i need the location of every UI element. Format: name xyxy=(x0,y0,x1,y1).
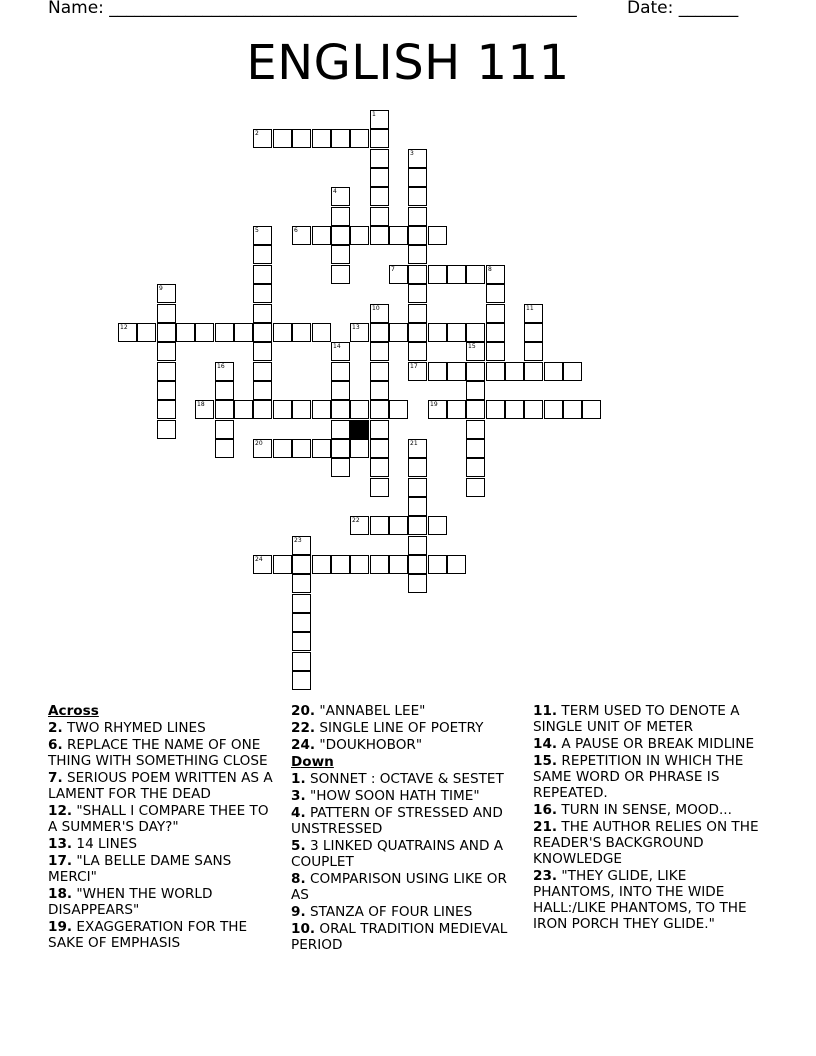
grid-cell[interactable] xyxy=(157,342,176,361)
grid-cell[interactable] xyxy=(215,439,234,458)
grid-cell[interactable] xyxy=(370,168,389,187)
grid-cell[interactable] xyxy=(331,187,350,206)
grid-cell[interactable] xyxy=(408,574,427,593)
clue-text: 3 LINKED QUATRAINS AND A COUPLET xyxy=(291,838,504,870)
clue-text: "DOUKHOBOR" xyxy=(315,737,423,753)
across-heading: Across xyxy=(48,703,99,719)
grid-cell[interactable] xyxy=(408,323,427,342)
across-clue xyxy=(48,919,276,951)
grid-cell[interactable] xyxy=(331,265,350,284)
grid-cell[interactable] xyxy=(447,265,466,284)
across-clue xyxy=(48,853,276,885)
grid-cell[interactable] xyxy=(292,632,311,651)
grid-cell[interactable] xyxy=(253,129,272,148)
cell-number: 15 xyxy=(468,343,476,350)
down-clue xyxy=(291,904,521,920)
grid-cell[interactable] xyxy=(312,226,331,245)
grid-cell[interactable] xyxy=(370,516,389,535)
grid-cell[interactable] xyxy=(331,439,350,458)
grid-cell[interactable] xyxy=(312,323,331,342)
cell-number: 5 xyxy=(255,227,259,234)
clue-text: 14 LINES xyxy=(72,836,138,852)
clue-number: 14. xyxy=(533,736,558,752)
clue-number: 16. xyxy=(533,802,558,818)
grid-cell[interactable] xyxy=(292,129,311,148)
grid-cell[interactable] xyxy=(157,381,176,400)
grid-cell[interactable] xyxy=(273,323,292,342)
down-clue xyxy=(533,753,765,801)
clue-text: EXAGGERATION FOR THE SAKE OF EMPHASIS xyxy=(48,919,248,951)
grid-cell[interactable] xyxy=(157,400,176,419)
grid-cell[interactable] xyxy=(486,284,505,303)
clue-text: "SHALL I COMPARE THEE TO A SUMMER'S DAY?" xyxy=(48,803,269,835)
name-field: Name: _______________________________________________________ xyxy=(48,0,577,18)
across-clue xyxy=(48,886,276,918)
grid-cell[interactable] xyxy=(428,516,447,535)
grid-cell[interactable] xyxy=(157,284,176,303)
grid-cell[interactable] xyxy=(466,342,485,361)
clues-column-1 xyxy=(48,702,276,951)
grid-cell[interactable] xyxy=(428,226,447,245)
clue-number: 13. xyxy=(48,836,73,852)
across-clue xyxy=(48,720,276,736)
grid-cell[interactable] xyxy=(466,400,485,419)
clue-number: 23. xyxy=(533,868,558,884)
grid-cell[interactable] xyxy=(118,323,137,342)
grid-cell[interactable] xyxy=(253,226,272,245)
grid-cell[interactable] xyxy=(370,207,389,226)
grid-cell[interactable] xyxy=(292,226,311,245)
clue-number: 3. xyxy=(291,788,306,804)
grid-cell[interactable] xyxy=(524,362,543,381)
grid-cell[interactable] xyxy=(408,342,427,361)
grid-cell[interactable] xyxy=(253,342,272,361)
clue-text: THE AUTHOR RELIES ON THE READER'S BACKGROUND KNOWLEDGE xyxy=(533,819,759,867)
grid-cell[interactable] xyxy=(428,265,447,284)
grid-cell[interactable] xyxy=(408,207,427,226)
grid-cell[interactable] xyxy=(408,284,427,303)
cell-number: 1 xyxy=(372,111,376,118)
grid-cell[interactable] xyxy=(370,304,389,323)
clue-text: "WHEN THE WORLD DISAPPEARS" xyxy=(48,886,213,918)
grid-cell[interactable] xyxy=(253,323,272,342)
grid-cell[interactable] xyxy=(292,671,311,690)
grid-cell[interactable] xyxy=(312,555,331,574)
cell-number: 11 xyxy=(526,305,534,312)
grid-cell[interactable] xyxy=(370,400,389,419)
grid-cell[interactable] xyxy=(253,400,272,419)
grid-cell[interactable] xyxy=(350,400,369,419)
clue-number: 21. xyxy=(533,819,558,835)
grid-cell[interactable] xyxy=(331,400,350,419)
grid-cell[interactable] xyxy=(466,265,485,284)
grid-cell[interactable] xyxy=(486,400,505,419)
grid-cell[interactable] xyxy=(428,400,447,419)
grid-cell[interactable] xyxy=(370,110,389,129)
grid-cell[interactable] xyxy=(312,400,331,419)
grid-cell[interactable] xyxy=(544,362,563,381)
grid-cell[interactable] xyxy=(195,400,214,419)
across-clue xyxy=(291,737,521,753)
grid-cell[interactable] xyxy=(563,400,582,419)
grid-cell[interactable] xyxy=(447,555,466,574)
grid-cell[interactable] xyxy=(215,400,234,419)
cell-number: 20 xyxy=(255,440,263,447)
date-field: Date: _______ xyxy=(627,0,739,18)
grid-cell[interactable] xyxy=(408,555,427,574)
grid-cell[interactable] xyxy=(253,439,272,458)
cell-number: 8 xyxy=(488,266,492,273)
grid-cell[interactable] xyxy=(486,304,505,323)
grid-cell[interactable] xyxy=(466,478,485,497)
grid-cell[interactable] xyxy=(408,149,427,168)
grid-cell[interactable] xyxy=(408,362,427,381)
grid-cell[interactable] xyxy=(234,323,253,342)
cell-number: 18 xyxy=(197,401,205,408)
grid-cell[interactable] xyxy=(408,187,427,206)
grid-cell[interactable] xyxy=(370,362,389,381)
clue-text: ORAL TRADITION MEDIEVAL PERIOD xyxy=(291,921,508,953)
clues-column-3 xyxy=(533,702,765,932)
grid-cell[interactable] xyxy=(176,323,195,342)
grid-cell[interactable] xyxy=(524,323,543,342)
clue-number: 19. xyxy=(48,919,73,935)
grid-cell[interactable] xyxy=(389,555,408,574)
across-clue xyxy=(291,720,521,736)
clue-text: "LA BELLE DAME SANS MERCI" xyxy=(48,853,232,885)
grid-cell[interactable] xyxy=(312,439,331,458)
grid-cell[interactable] xyxy=(408,245,427,264)
grid-cell[interactable] xyxy=(331,226,350,245)
grid-cell[interactable] xyxy=(563,362,582,381)
cell-number: 7 xyxy=(391,266,395,273)
clue-number: 12. xyxy=(48,803,73,819)
grid-cell[interactable] xyxy=(215,381,234,400)
grid-cell[interactable] xyxy=(466,420,485,439)
clue-text: COMPARISON USING LIKE OR AS xyxy=(291,871,507,903)
grid-cell[interactable] xyxy=(466,381,485,400)
clue-text: "ANNABEL LEE" xyxy=(315,703,426,719)
grid-cell[interactable] xyxy=(389,226,408,245)
grid-cell[interactable] xyxy=(215,420,234,439)
grid-cell[interactable] xyxy=(370,323,389,342)
grid-cell[interactable] xyxy=(253,362,272,381)
clues-column-2 xyxy=(291,702,521,953)
grid-cell[interactable] xyxy=(253,555,272,574)
black-square xyxy=(350,420,369,439)
clue-number: 7. xyxy=(48,770,63,786)
grid-cell[interactable] xyxy=(292,613,311,632)
down-clue xyxy=(533,703,765,735)
clue-text: TWO RHYMED LINES xyxy=(62,720,206,736)
grid-cell[interactable] xyxy=(137,323,156,342)
grid-cell[interactable] xyxy=(253,284,272,303)
cell-number: 6 xyxy=(294,227,298,234)
clue-text: SERIOUS POEM WRITTEN AS A LAMENT FOR THE DEAD xyxy=(48,770,273,802)
down-clue xyxy=(291,771,521,787)
grid-cell[interactable] xyxy=(466,323,485,342)
grid-cell[interactable] xyxy=(292,323,311,342)
down-clue xyxy=(291,921,521,953)
grid-cell[interactable] xyxy=(331,555,350,574)
grid-cell[interactable] xyxy=(157,323,176,342)
clue-number: 18. xyxy=(48,886,73,902)
cell-number: 24 xyxy=(255,556,263,563)
grid-cell[interactable] xyxy=(408,458,427,477)
grid-cell[interactable] xyxy=(157,304,176,323)
clue-text: REPETITION IN WHICH THE SAME WORD OR PHRASE IS REPEATED. xyxy=(533,753,744,801)
clue-number: 1. xyxy=(291,771,306,787)
grid-cell[interactable] xyxy=(157,420,176,439)
grid-cell[interactable] xyxy=(215,323,234,342)
clue-text: PATTERN OF STRESSED AND UNSTRESSED xyxy=(291,805,503,837)
grid-cell[interactable] xyxy=(466,362,485,381)
grid-cell[interactable] xyxy=(582,400,601,419)
grid-cell[interactable] xyxy=(370,458,389,477)
across-clue xyxy=(48,803,276,835)
grid-cell[interactable] xyxy=(312,129,331,148)
grid-cell[interactable] xyxy=(370,226,389,245)
grid-cell[interactable] xyxy=(292,400,311,419)
grid-cell[interactable] xyxy=(408,516,427,535)
clue-number: 2. xyxy=(48,720,63,736)
grid-cell[interactable] xyxy=(331,342,350,361)
page-title: ENGLISH 111 xyxy=(246,35,570,91)
grid-cell[interactable] xyxy=(350,323,369,342)
grid-cell[interactable] xyxy=(428,362,447,381)
cell-number: 12 xyxy=(120,324,128,331)
down-clue xyxy=(291,805,521,837)
grid-cell[interactable] xyxy=(505,400,524,419)
grid-cell[interactable] xyxy=(350,555,369,574)
down-clue xyxy=(291,788,521,804)
grid-cell[interactable] xyxy=(331,381,350,400)
grid-cell[interactable] xyxy=(408,536,427,555)
clue-number: 24. xyxy=(291,737,316,753)
grid-cell[interactable] xyxy=(447,362,466,381)
grid-cell[interactable] xyxy=(408,265,427,284)
cell-number: 10 xyxy=(372,305,380,312)
down-heading: Down xyxy=(291,754,334,770)
cell-number: 21 xyxy=(410,440,418,447)
grid-cell[interactable] xyxy=(292,574,311,593)
clue-number: 15. xyxy=(533,753,558,769)
across-clue xyxy=(48,836,276,852)
clue-number: 8. xyxy=(291,871,306,887)
grid-cell[interactable] xyxy=(486,323,505,342)
cell-number: 9 xyxy=(159,285,163,292)
grid-cell[interactable] xyxy=(370,187,389,206)
across-clue xyxy=(48,770,276,802)
grid-cell[interactable] xyxy=(331,245,350,264)
grid-cell[interactable] xyxy=(331,207,350,226)
grid-cell[interactable] xyxy=(350,439,369,458)
grid-cell[interactable] xyxy=(350,129,369,148)
grid-cell[interactable] xyxy=(195,323,214,342)
across-clue xyxy=(48,737,276,769)
grid-cell[interactable] xyxy=(447,323,466,342)
grid-cell[interactable] xyxy=(505,362,524,381)
clue-text: A PAUSE OR BREAK MIDLINE xyxy=(557,736,755,752)
grid-cell[interactable] xyxy=(253,381,272,400)
down-clue xyxy=(291,871,521,903)
grid-cell[interactable] xyxy=(370,439,389,458)
clue-text: "HOW SOON HATH TIME" xyxy=(305,788,480,804)
grid-cell[interactable] xyxy=(292,536,311,555)
cell-number: 3 xyxy=(410,150,414,157)
grid-cell[interactable] xyxy=(524,400,543,419)
grid-cell[interactable] xyxy=(370,555,389,574)
cell-number: 17 xyxy=(410,363,418,370)
grid-cell[interactable] xyxy=(408,497,427,516)
clue-number: 9. xyxy=(291,904,306,920)
cell-number: 19 xyxy=(430,401,438,408)
grid-cell[interactable] xyxy=(466,458,485,477)
grid-cell[interactable] xyxy=(273,129,292,148)
grid-cell[interactable] xyxy=(428,555,447,574)
down-clue xyxy=(533,868,765,932)
cell-number: 2 xyxy=(255,130,259,137)
grid-cell[interactable] xyxy=(253,265,272,284)
grid-cell[interactable] xyxy=(273,439,292,458)
grid-cell[interactable] xyxy=(331,362,350,381)
clue-text: STANZA OF FOUR LINES xyxy=(305,904,473,920)
grid-cell[interactable] xyxy=(253,245,272,264)
grid-cell[interactable] xyxy=(215,362,234,381)
grid-cell[interactable] xyxy=(408,226,427,245)
grid-cell[interactable] xyxy=(389,323,408,342)
grid-cell[interactable] xyxy=(408,478,427,497)
grid-cell[interactable] xyxy=(331,420,350,439)
grid-cell[interactable] xyxy=(370,129,389,148)
grid-cell[interactable] xyxy=(370,342,389,361)
grid-cell[interactable] xyxy=(273,400,292,419)
grid-cell[interactable] xyxy=(292,439,311,458)
down-clue xyxy=(533,802,765,818)
cell-number: 14 xyxy=(333,343,341,350)
grid-cell[interactable] xyxy=(486,342,505,361)
grid-cell[interactable] xyxy=(408,439,427,458)
clue-text: SONNET : OCTAVE & SESTET xyxy=(305,771,504,787)
grid-cell[interactable] xyxy=(486,265,505,284)
grid-cell[interactable] xyxy=(331,458,350,477)
grid-cell[interactable] xyxy=(370,381,389,400)
clue-number: 20. xyxy=(291,703,316,719)
down-clue xyxy=(533,736,765,752)
down-clue xyxy=(291,838,521,870)
clue-number: 4. xyxy=(291,805,306,821)
grid-cell[interactable] xyxy=(408,168,427,187)
grid-cell[interactable] xyxy=(524,304,543,323)
grid-cell[interactable] xyxy=(466,439,485,458)
clue-number: 6. xyxy=(48,737,63,753)
grid-cell[interactable] xyxy=(524,342,543,361)
clue-number: 17. xyxy=(48,853,73,869)
grid-cell[interactable] xyxy=(389,400,408,419)
down-clue xyxy=(533,819,765,867)
grid-cell[interactable] xyxy=(292,652,311,671)
grid-cell[interactable] xyxy=(234,400,253,419)
grid-cell[interactable] xyxy=(370,149,389,168)
grid-cell[interactable] xyxy=(389,265,408,284)
clue-text: TURN IN SENSE, MOOD... xyxy=(557,802,732,818)
clue-number: 22. xyxy=(291,720,316,736)
grid-cell[interactable] xyxy=(350,226,369,245)
grid-cell[interactable] xyxy=(350,516,369,535)
grid-cell[interactable] xyxy=(292,594,311,613)
grid-cell[interactable] xyxy=(253,304,272,323)
grid-cell[interactable] xyxy=(447,400,466,419)
clue-text: TERM USED TO DENOTE A SINGLE UNIT OF METER xyxy=(533,703,740,735)
clue-number: 5. xyxy=(291,838,306,854)
cell-number: 23 xyxy=(294,537,302,544)
clue-number: 11. xyxy=(533,703,558,719)
cell-number: 4 xyxy=(333,188,337,195)
grid-cell[interactable] xyxy=(389,516,408,535)
clue-text: "THEY GLIDE, LIKE PHANTOMS, INTO THE WIDE HALL:/LIKE PHANTOMS, TO THE IRON PORCH THEY GLIDE." xyxy=(533,868,747,932)
clue-text: SINGLE LINE OF POETRY xyxy=(315,720,484,736)
across-clue xyxy=(291,703,521,719)
clue-number: 10. xyxy=(291,921,316,937)
cell-number: 22 xyxy=(352,517,360,524)
grid-cell[interactable] xyxy=(331,129,350,148)
grid-cell[interactable] xyxy=(408,304,427,323)
cell-number: 13 xyxy=(352,324,360,331)
grid-cell[interactable] xyxy=(157,362,176,381)
grid-cell[interactable] xyxy=(428,323,447,342)
cell-number: 16 xyxy=(217,363,225,370)
grid-cell[interactable] xyxy=(273,555,292,574)
grid-cell[interactable] xyxy=(370,420,389,439)
grid-cell[interactable] xyxy=(292,555,311,574)
grid-cell[interactable] xyxy=(544,400,563,419)
grid-cell[interactable] xyxy=(370,478,389,497)
clue-text: REPLACE THE NAME OF ONE THING WITH SOMETHING CLOSE xyxy=(48,737,268,769)
grid-cell[interactable] xyxy=(486,362,505,381)
